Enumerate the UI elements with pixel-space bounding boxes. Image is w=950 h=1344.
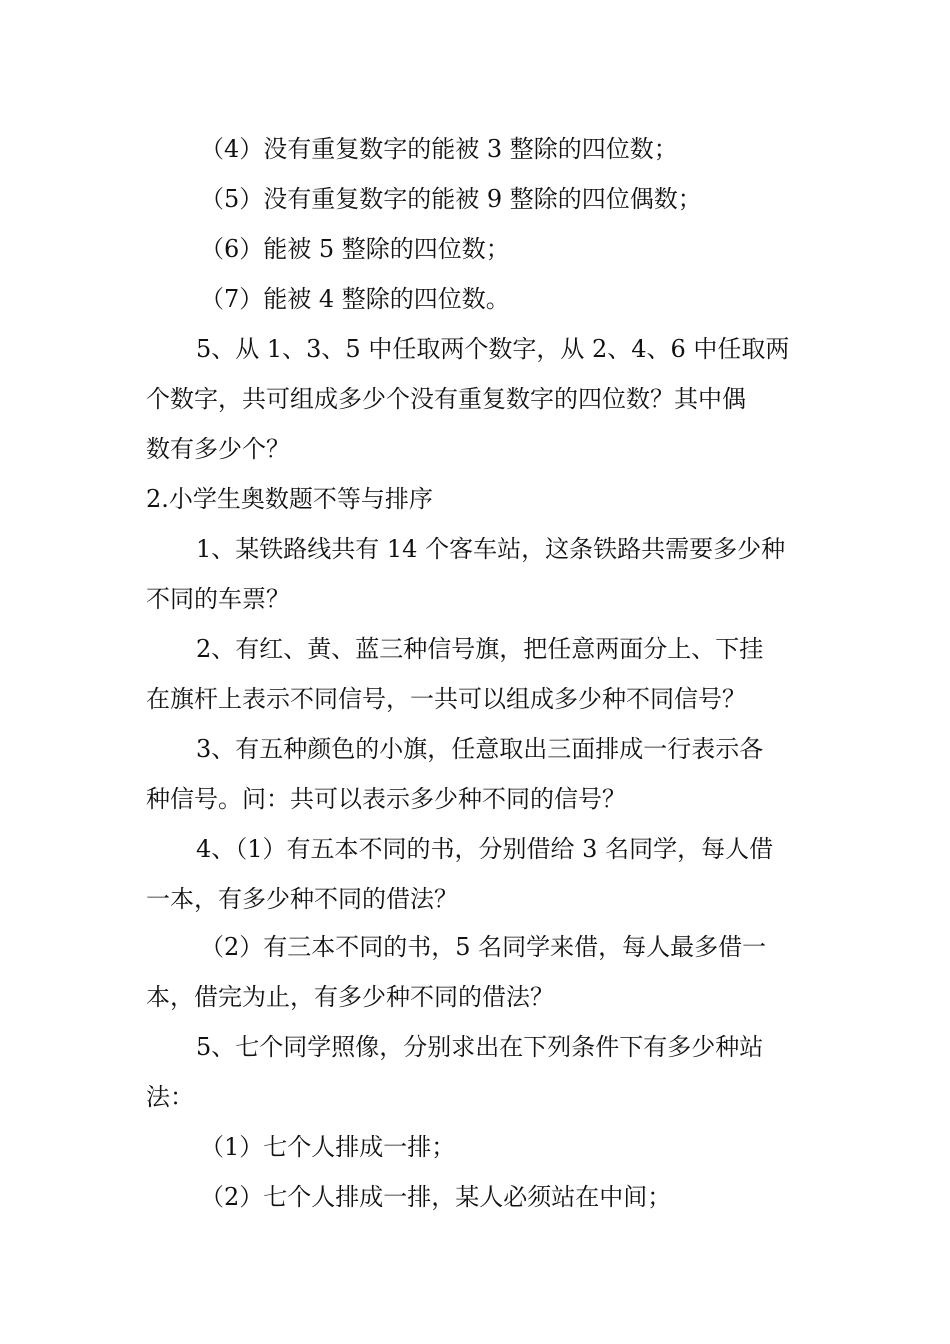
section-heading: 2.小学生奥数题不等与排序 — [146, 485, 433, 513]
section2-problem-5-line-1: 5、七个同学照像，分别求出在下列条件下有多少种站 — [196, 1033, 764, 1061]
section2-problem-5-item-1: （1）七个人排成一排； — [200, 1133, 456, 1161]
section2-problem-4-sub2-line-2: 本，借完为止，有多少种不同的借法？ — [146, 983, 554, 1011]
problem-4-item-5: （5）没有重复数字的能被 9 整除的四位偶数； — [200, 185, 702, 213]
section2-problem-1-line-1: 1、某铁路线共有 14 个客车站，这条铁路共需要多少种 — [196, 535, 786, 563]
section2-problem-4-line-2: 一本，有多少种不同的借法？ — [146, 885, 458, 913]
section2-problem-4-line-1: 4、（1）有五本不同的书，分别借给 3 名同学，每人借 — [196, 835, 774, 863]
section2-problem-3-line-2: 种信号。问：共可以表示多少种不同的信号？ — [146, 785, 626, 813]
problem-5-line-1: 5、从 1、3、5 中任取两个数字，从 2、4、6 中任取两 — [196, 335, 790, 363]
section2-problem-1-line-2: 不同的车票？ — [146, 585, 290, 613]
section2-problem-3-line-1: 3、有五种颜色的小旗，任意取出三面排成一行表示各 — [196, 735, 764, 763]
section2-problem-2-line-2: 在旗杆上表示不同信号，一共可以组成多少种不同信号？ — [146, 685, 746, 713]
problem-4-item-4: （4）没有重复数字的能被 3 整除的四位数； — [200, 135, 678, 163]
problem-5-line-2: 个数字，共可组成多少个没有重复数字的四位数？其中偶 — [146, 385, 746, 413]
problem-5-line-3: 数有多少个？ — [146, 435, 290, 463]
section2-problem-5-line-2: 法： — [146, 1083, 194, 1111]
problem-4-item-7: （7）能被 4 整除的四位数。 — [200, 285, 510, 313]
section2-problem-5-item-2: （2）七个人排成一排，某人必须站在中间； — [200, 1183, 672, 1211]
section2-problem-4-sub2-line-1: （2）有三本不同的书，5 名同学来借，每人最多借一 — [200, 933, 767, 961]
problem-4-item-6: （6）能被 5 整除的四位数； — [200, 235, 510, 263]
section2-problem-2-line-1: 2、有红、黄、蓝三种信号旗，把任意两面分上、下挂 — [196, 635, 764, 663]
